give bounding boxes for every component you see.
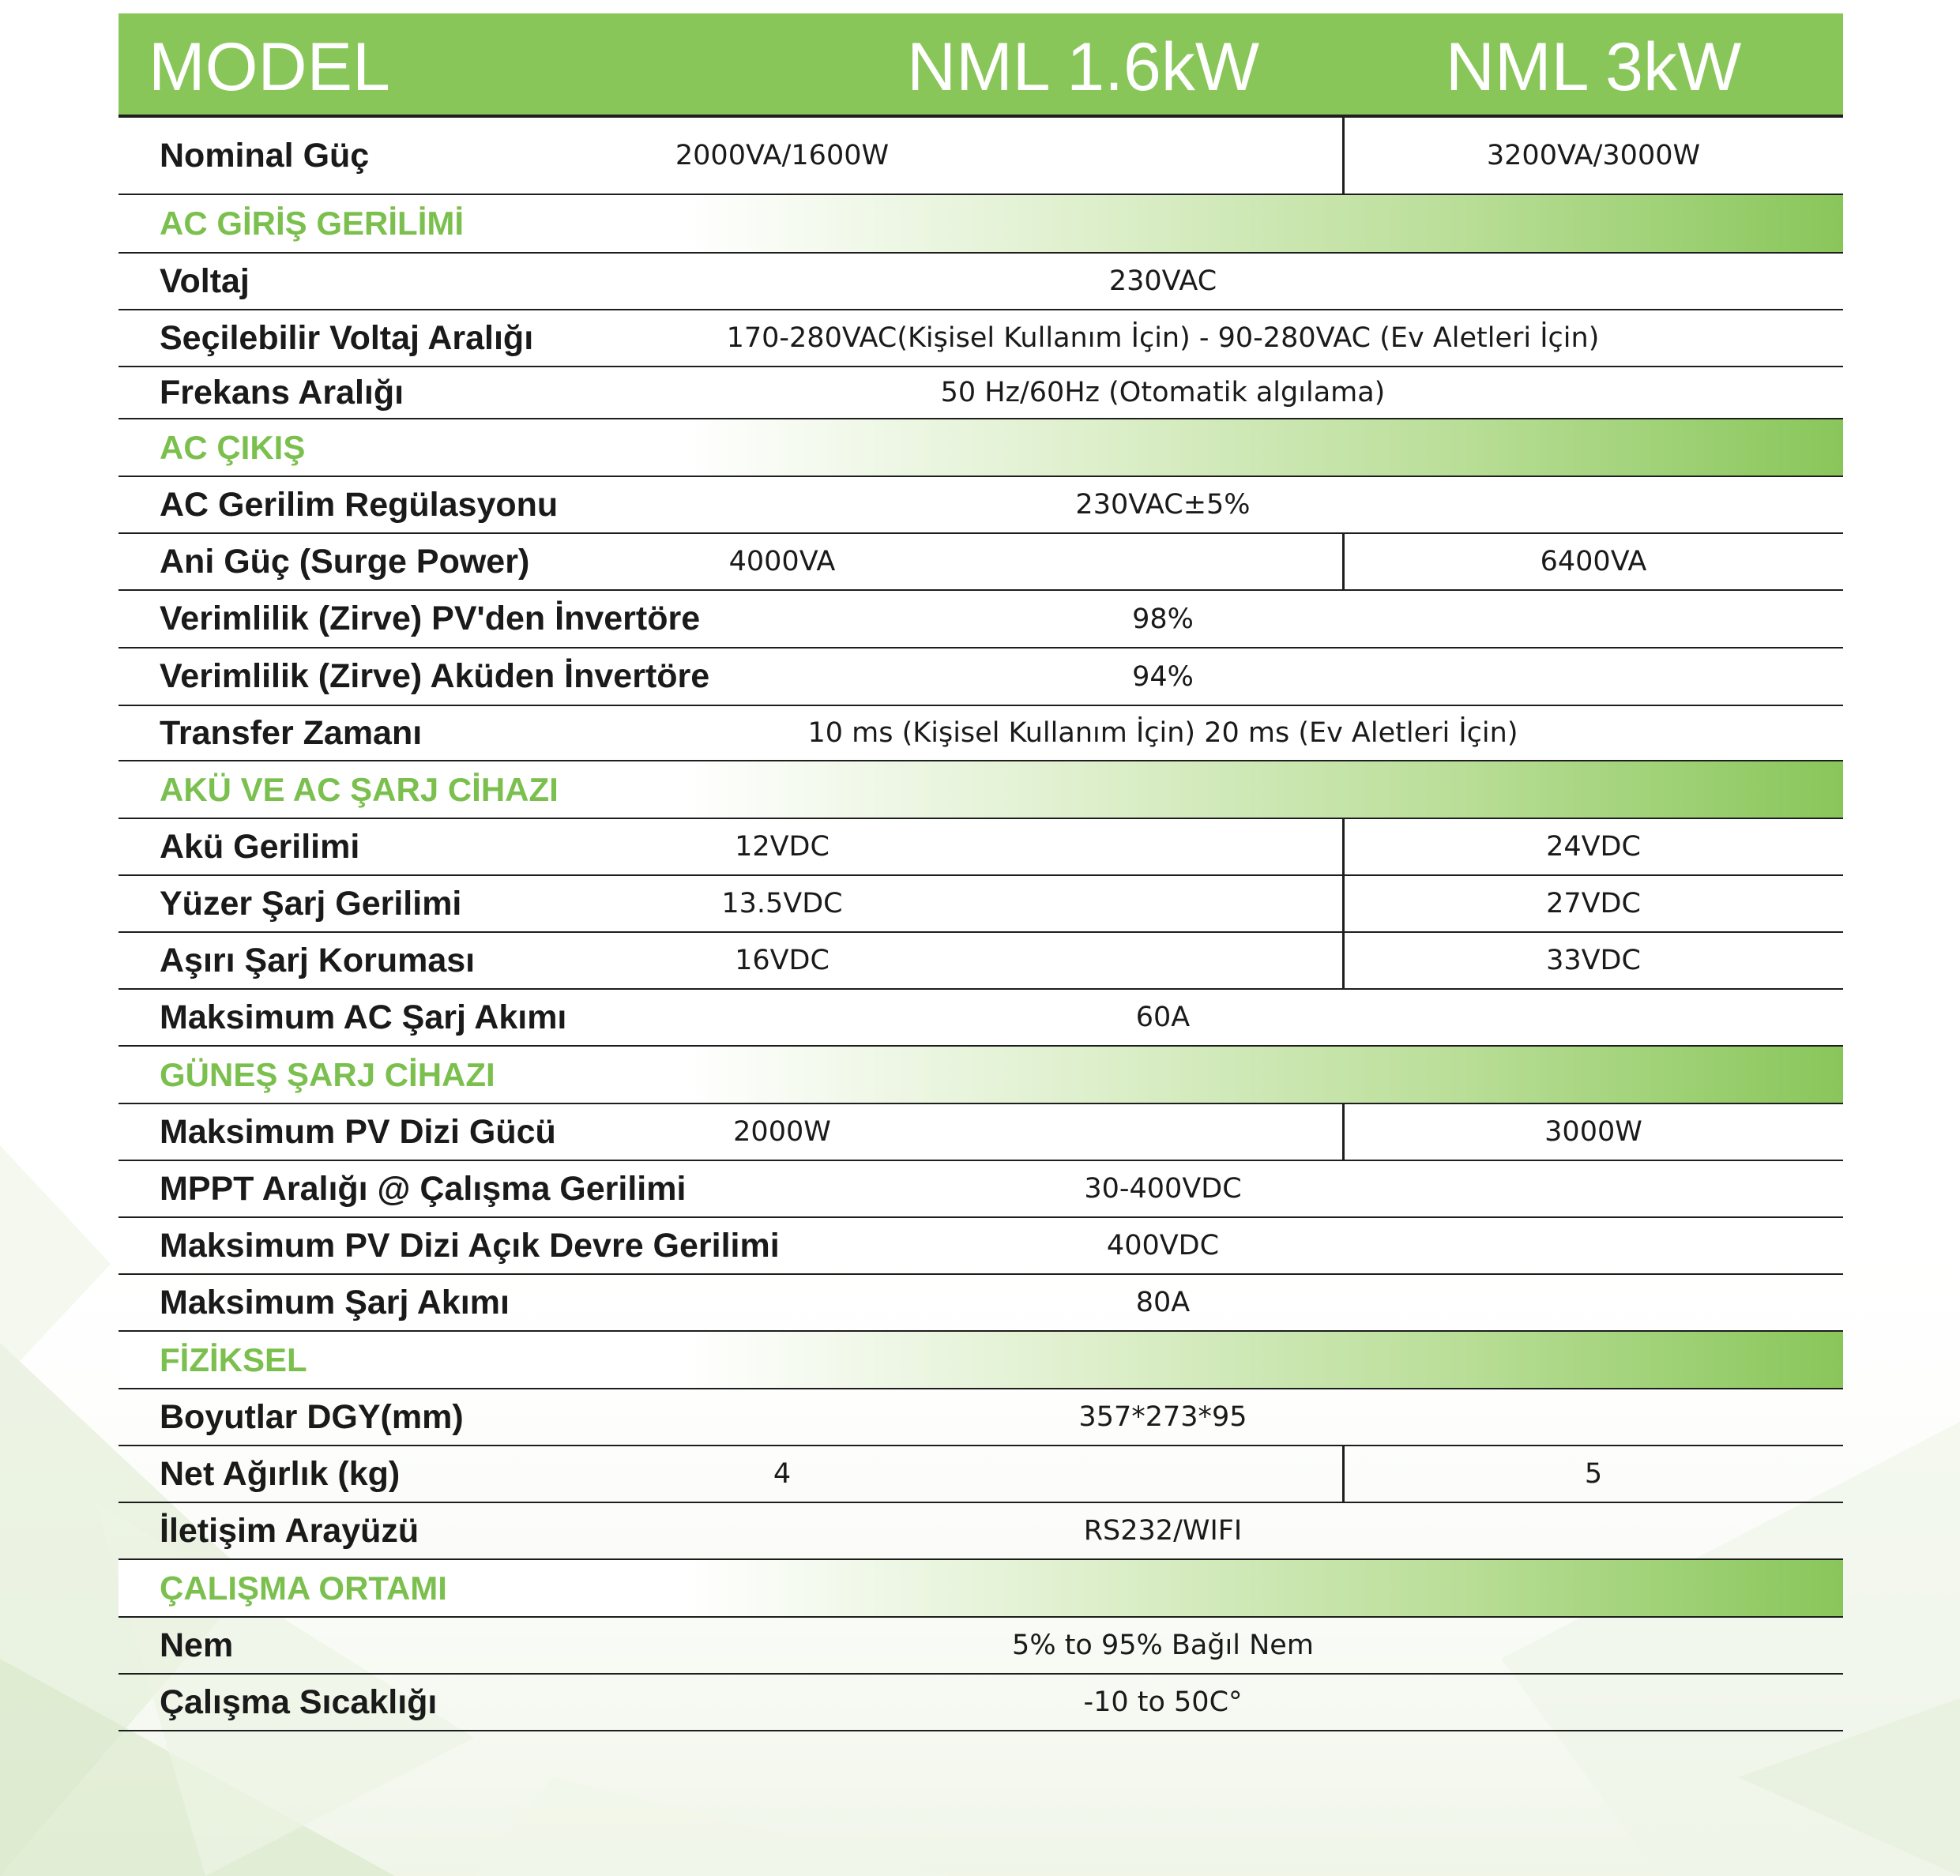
spec-value-model-2: 6400VA (1540, 546, 1647, 577)
table-row (119, 990, 1843, 1047)
table-row (119, 1503, 1843, 1560)
spec-label: Nem (160, 1626, 234, 1664)
spec-value: 230VAC (1108, 265, 1217, 297)
header-model-2: NML 3kW (1445, 29, 1742, 105)
table-row (119, 1275, 1843, 1332)
spec-value: 80A (1135, 1287, 1191, 1318)
spec-value-model-2: 24VDC (1546, 831, 1641, 863)
spec-label: Boyutlar DGY(mm) (160, 1397, 464, 1436)
spec-value: 98% (1132, 603, 1194, 635)
table-row (119, 819, 1843, 876)
spec-value-model-2: 33VDC (1546, 945, 1641, 976)
spec-label: Aşırı Şarj Koruması (160, 941, 476, 979)
table-row (119, 1218, 1843, 1275)
spec-label: Voltaj (160, 261, 250, 300)
spec-value: 5% to 95% Bağıl Nem (1012, 1630, 1314, 1661)
spec-value: RS232/WIFI (1083, 1515, 1243, 1547)
spec-value: 30-400VDC (1084, 1173, 1242, 1205)
spec-value-model-1: 4000VA (728, 546, 836, 577)
section-title: AC GİRİŞ GERİLİMİ (160, 205, 465, 242)
table-row (119, 1618, 1843, 1675)
table-row (119, 118, 1843, 195)
spec-value-model-2: 5 (1584, 1458, 1603, 1490)
spec-label: Frekans Aralığı (160, 373, 404, 412)
table-header (119, 13, 1843, 118)
spec-label: Net Ağırlık (kg) (160, 1454, 401, 1493)
spec-label: Yüzer Şarj Gerilimi (160, 884, 462, 923)
spec-value: 230VAC±5% (1075, 489, 1251, 521)
spec-table (119, 13, 1843, 1731)
spec-label: Verimlilik (Zirve) PV'den İnvertöre (160, 600, 701, 637)
spec-value: 94% (1132, 660, 1194, 693)
spec-value-model-1: 2000W (733, 1116, 831, 1148)
table-row (119, 706, 1843, 761)
section-header (119, 419, 1843, 477)
section-title: GÜNEŞ ŞARJ CİHAZI (160, 1055, 495, 1093)
table-row (119, 1446, 1843, 1503)
spec-label: Maksimum AC Şarj Akımı (160, 998, 567, 1036)
spec-value-model-1: 13.5VDC (721, 888, 843, 919)
table-row (119, 367, 1843, 419)
spec-label: Maksimum Şarj Akımı (160, 1283, 510, 1321)
spec-label: Çalışma Sıcaklığı (160, 1682, 438, 1721)
spec-value-model-1: 16VDC (735, 945, 830, 976)
header-model-1: NML 1.6kW (907, 29, 1259, 105)
table-row (119, 1104, 1843, 1161)
spec-value-model-1: 12VDC (735, 831, 830, 863)
spec-label: Seçilebilir Voltaj Aralığı (160, 318, 534, 357)
spec-value: 400VDC (1106, 1230, 1220, 1261)
section-header (119, 1560, 1843, 1618)
spec-label: Maksimum PV Dizi Açık Devre Gerilimi (160, 1226, 780, 1265)
spec-label: Akü Gerilimi (160, 827, 360, 866)
spec-value-model-2: 27VDC (1546, 888, 1641, 919)
spec-label: İletişim Arayüzü (160, 1511, 419, 1550)
spec-label: Transfer Zamanı (160, 713, 423, 752)
spec-value: 60A (1135, 1002, 1191, 1033)
table-row (119, 1675, 1843, 1731)
spec-label: Nominal Güç (160, 136, 370, 175)
spec-label: Ani Güç (Surge Power) (160, 542, 530, 581)
table-body (119, 118, 1843, 1731)
spec-label: Verimlilik (Zirve) Aküden İnvertöre (160, 657, 710, 695)
table-row (119, 1161, 1843, 1218)
table-row (119, 649, 1843, 706)
table-row (119, 254, 1843, 310)
section-title: AKÜ VE AC ŞARJ CİHAZI (160, 770, 559, 808)
spec-label: Maksimum PV Dizi Gücü (160, 1112, 556, 1151)
spec-value: 357*273*95 (1078, 1401, 1247, 1433)
table-row (119, 310, 1843, 367)
section-title: ÇALIŞMA ORTAMI (160, 1569, 447, 1607)
spec-value-model-2: 3200VA/3000W (1486, 140, 1701, 171)
spec-value: 170-280VAC(Kişisel Kullanım İçin) - 90-280VAC (Ev Aletleri İçin) (726, 322, 1600, 354)
header-model-label: MODEL (149, 29, 390, 105)
spec-value: 50 Hz/60Hz (Otomatik algılama) (940, 377, 1386, 408)
section-title: FİZİKSEL (160, 1340, 307, 1378)
section-header (119, 1047, 1843, 1104)
spec-value-model-1: 2000VA/1600W (675, 140, 890, 171)
table-row (119, 876, 1843, 933)
spec-value-model-1: 4 (773, 1458, 792, 1490)
table-row (119, 591, 1843, 649)
spec-label: AC Gerilim Regülasyonu (160, 485, 559, 524)
section-title: AC ÇIKIŞ (160, 428, 306, 466)
table-row (119, 1389, 1843, 1446)
spec-value-model-2: 3000W (1544, 1116, 1642, 1148)
section-header (119, 1332, 1843, 1389)
section-header (119, 195, 1843, 254)
spec-value: 10 ms (Kişisel Kullanım İçin) 20 ms (Ev Aletleri İçin) (807, 717, 1518, 749)
spec-label: MPPT Aralığı @ Çalışma Gerilimi (160, 1169, 687, 1208)
table-row (119, 933, 1843, 990)
section-header (119, 761, 1843, 819)
table-row (119, 477, 1843, 534)
table-row (119, 534, 1843, 591)
spec-value: -10 to 50C° (1083, 1686, 1243, 1718)
